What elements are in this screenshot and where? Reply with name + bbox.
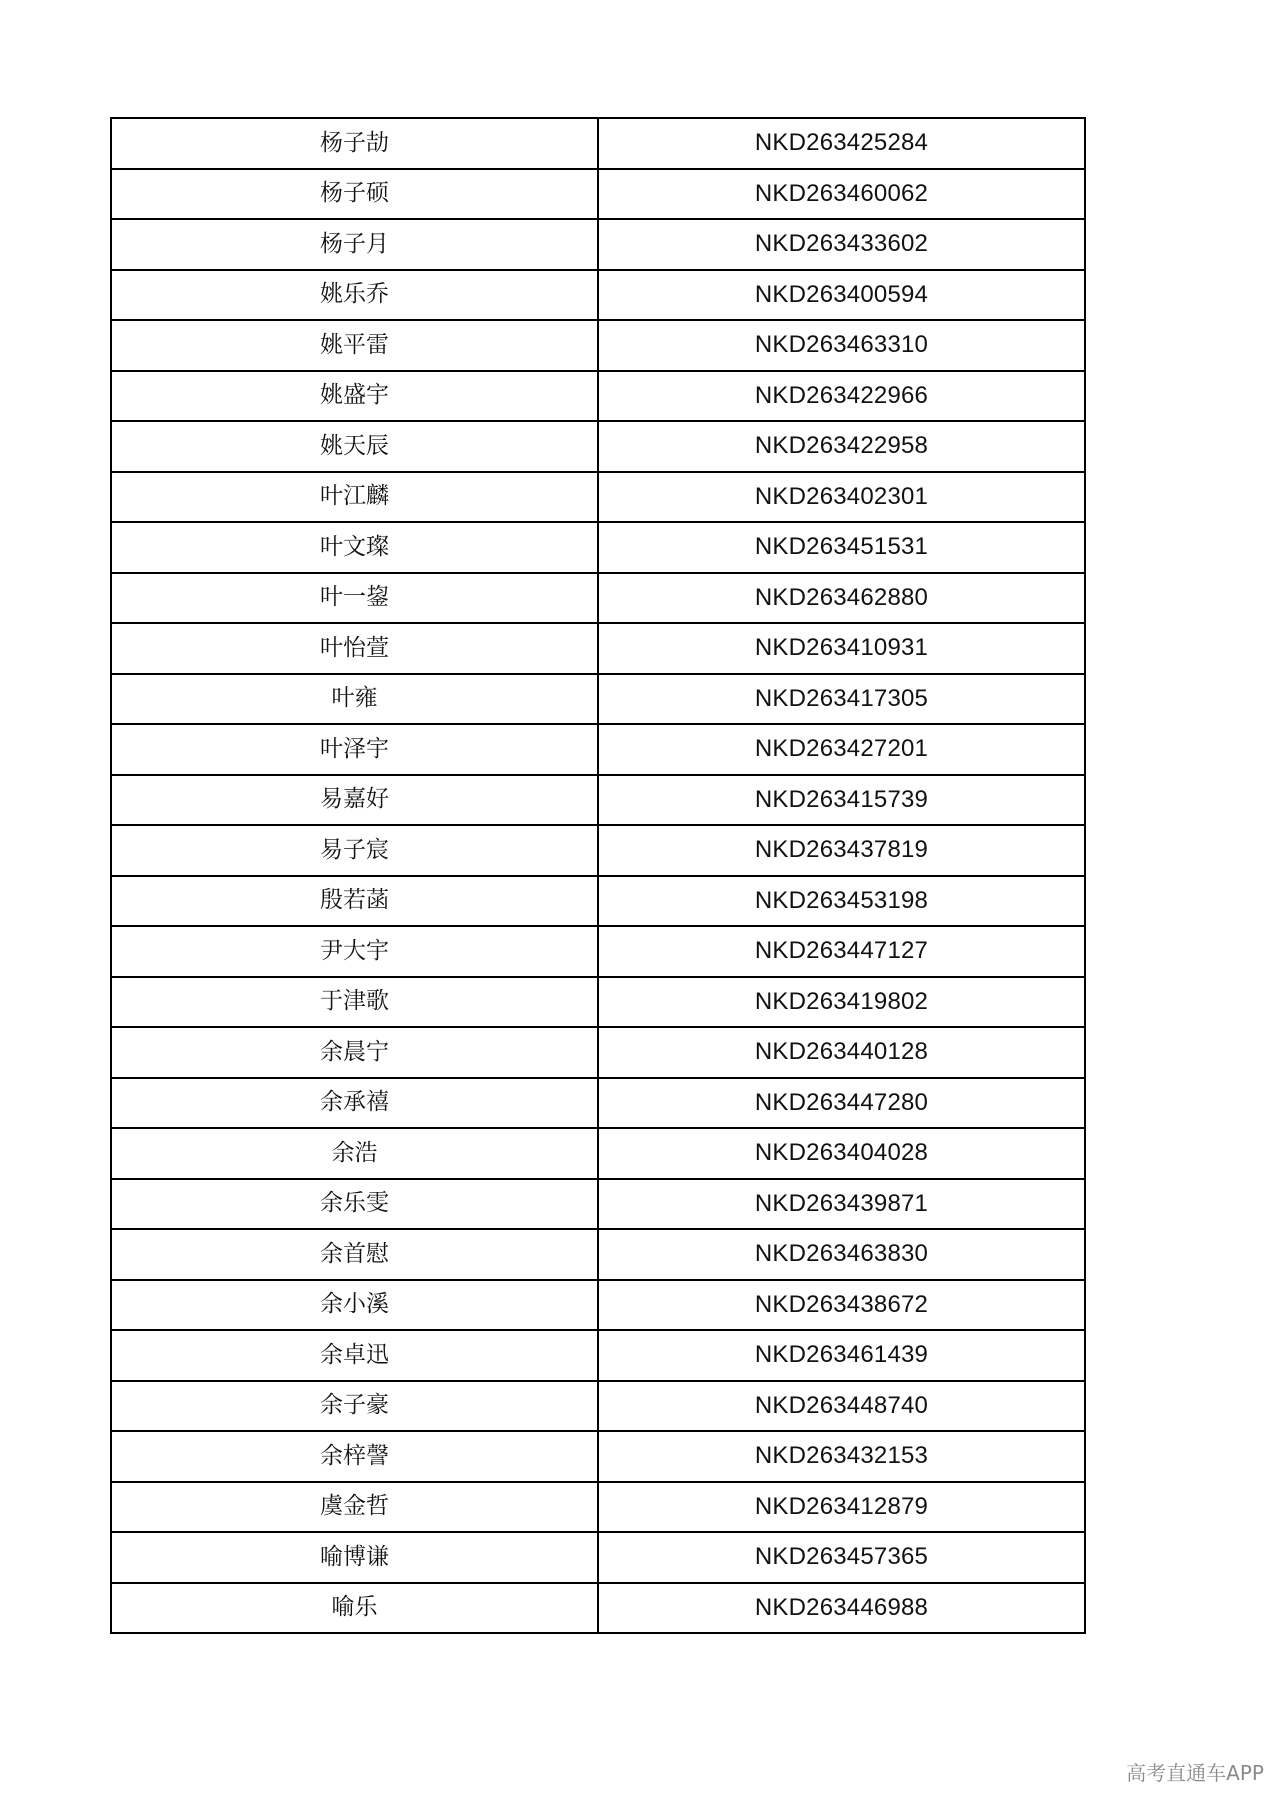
table-row bbox=[111, 371, 1085, 422]
table-row bbox=[111, 1128, 1085, 1179]
id-cell: NKD263463830 bbox=[598, 1229, 1085, 1280]
id-cell: NKD263440128 bbox=[598, 1027, 1085, 1078]
id-cell: NKD263427201 bbox=[598, 724, 1085, 775]
name-cell: 杨子月 bbox=[111, 219, 598, 270]
name-cell: 喻乐 bbox=[111, 1583, 598, 1634]
id-cell: NKD263415739 bbox=[598, 775, 1085, 826]
name-cell: 余子豪 bbox=[111, 1381, 598, 1432]
id-cell: NKD263453198 bbox=[598, 876, 1085, 927]
roster-table-body bbox=[111, 118, 1085, 1633]
id-cell: NKD263461439 bbox=[598, 1330, 1085, 1381]
name-cell: 叶泽宇 bbox=[111, 724, 598, 775]
name-cell: 杨子硕 bbox=[111, 169, 598, 220]
table-row bbox=[111, 623, 1085, 674]
id-cell: NKD263417305 bbox=[598, 674, 1085, 725]
name-cell: 余晨宁 bbox=[111, 1027, 598, 1078]
name-cell: 姚盛宇 bbox=[111, 371, 598, 422]
id-cell: NKD263462880 bbox=[598, 573, 1085, 624]
id-cell: NKD263439871 bbox=[598, 1179, 1085, 1230]
table-row bbox=[111, 1280, 1085, 1331]
id-cell: NKD263422958 bbox=[598, 421, 1085, 472]
name-cell: 殷若菡 bbox=[111, 876, 598, 927]
table-row bbox=[111, 1027, 1085, 1078]
name-cell: 叶雍 bbox=[111, 674, 598, 725]
id-cell: NKD263419802 bbox=[598, 977, 1085, 1028]
id-cell: NKD263433602 bbox=[598, 219, 1085, 270]
name-cell: 喻博谦 bbox=[111, 1532, 598, 1583]
id-cell: NKD263447127 bbox=[598, 926, 1085, 977]
table-row bbox=[111, 270, 1085, 321]
id-cell: NKD263432153 bbox=[598, 1431, 1085, 1482]
table-row bbox=[111, 1229, 1085, 1280]
id-cell: NKD263404028 bbox=[598, 1128, 1085, 1179]
name-cell: 余小溪 bbox=[111, 1280, 598, 1331]
name-cell: 余首慰 bbox=[111, 1229, 598, 1280]
name-cell: 余卓迅 bbox=[111, 1330, 598, 1381]
table-row bbox=[111, 1078, 1085, 1129]
id-cell: NKD263447280 bbox=[598, 1078, 1085, 1129]
id-cell: NKD263425284 bbox=[598, 118, 1085, 169]
table-row bbox=[111, 1482, 1085, 1533]
name-cell: 尹大宇 bbox=[111, 926, 598, 977]
id-cell: NKD263422966 bbox=[598, 371, 1085, 422]
watermark-text: 高考直通车APP bbox=[1126, 1761, 1264, 1785]
id-cell: NKD263451531 bbox=[598, 522, 1085, 573]
table-row bbox=[111, 674, 1085, 725]
id-cell: NKD263438672 bbox=[598, 1280, 1085, 1331]
name-cell: 姚天辰 bbox=[111, 421, 598, 472]
table-row bbox=[111, 320, 1085, 371]
roster-table bbox=[110, 117, 1086, 1634]
table-row bbox=[111, 775, 1085, 826]
table-row bbox=[111, 1532, 1085, 1583]
table-row bbox=[111, 118, 1085, 169]
name-cell: 杨子劼 bbox=[111, 118, 598, 169]
table-row bbox=[111, 926, 1085, 977]
table-row bbox=[111, 573, 1085, 624]
id-cell: NKD263460062 bbox=[598, 169, 1085, 220]
name-cell: 叶一鋆 bbox=[111, 573, 598, 624]
table-row bbox=[111, 1330, 1085, 1381]
table-row bbox=[111, 1583, 1085, 1634]
id-cell: NKD263410931 bbox=[598, 623, 1085, 674]
table-row bbox=[111, 977, 1085, 1028]
name-cell: 余乐雯 bbox=[111, 1179, 598, 1230]
name-cell: 姚乐乔 bbox=[111, 270, 598, 321]
name-cell: 易嘉好 bbox=[111, 775, 598, 826]
id-cell: NKD263412879 bbox=[598, 1482, 1085, 1533]
table-row bbox=[111, 219, 1085, 270]
name-cell: 叶怡萱 bbox=[111, 623, 598, 674]
table-row bbox=[111, 169, 1085, 220]
name-cell: 余梓謦 bbox=[111, 1431, 598, 1482]
table-row bbox=[111, 472, 1085, 523]
table-row bbox=[111, 1431, 1085, 1482]
id-cell: NKD263402301 bbox=[598, 472, 1085, 523]
id-cell: NKD263463310 bbox=[598, 320, 1085, 371]
name-cell: 姚平雷 bbox=[111, 320, 598, 371]
table-row bbox=[111, 1381, 1085, 1432]
id-cell: NKD263448740 bbox=[598, 1381, 1085, 1432]
table-row bbox=[111, 724, 1085, 775]
name-cell: 虞金哲 bbox=[111, 1482, 598, 1533]
table-row bbox=[111, 421, 1085, 472]
table-row bbox=[111, 1179, 1085, 1230]
name-cell: 易子宸 bbox=[111, 825, 598, 876]
table-row bbox=[111, 876, 1085, 927]
id-cell: NKD263457365 bbox=[598, 1532, 1085, 1583]
id-cell: NKD263437819 bbox=[598, 825, 1085, 876]
name-cell: 叶江麟 bbox=[111, 472, 598, 523]
name-cell: 余承禧 bbox=[111, 1078, 598, 1129]
id-cell: NKD263446988 bbox=[598, 1583, 1085, 1634]
name-cell: 叶文璨 bbox=[111, 522, 598, 573]
name-cell: 余浩 bbox=[111, 1128, 598, 1179]
table-row bbox=[111, 825, 1085, 876]
table-row bbox=[111, 522, 1085, 573]
id-cell: NKD263400594 bbox=[598, 270, 1085, 321]
name-cell: 于津歌 bbox=[111, 977, 598, 1028]
